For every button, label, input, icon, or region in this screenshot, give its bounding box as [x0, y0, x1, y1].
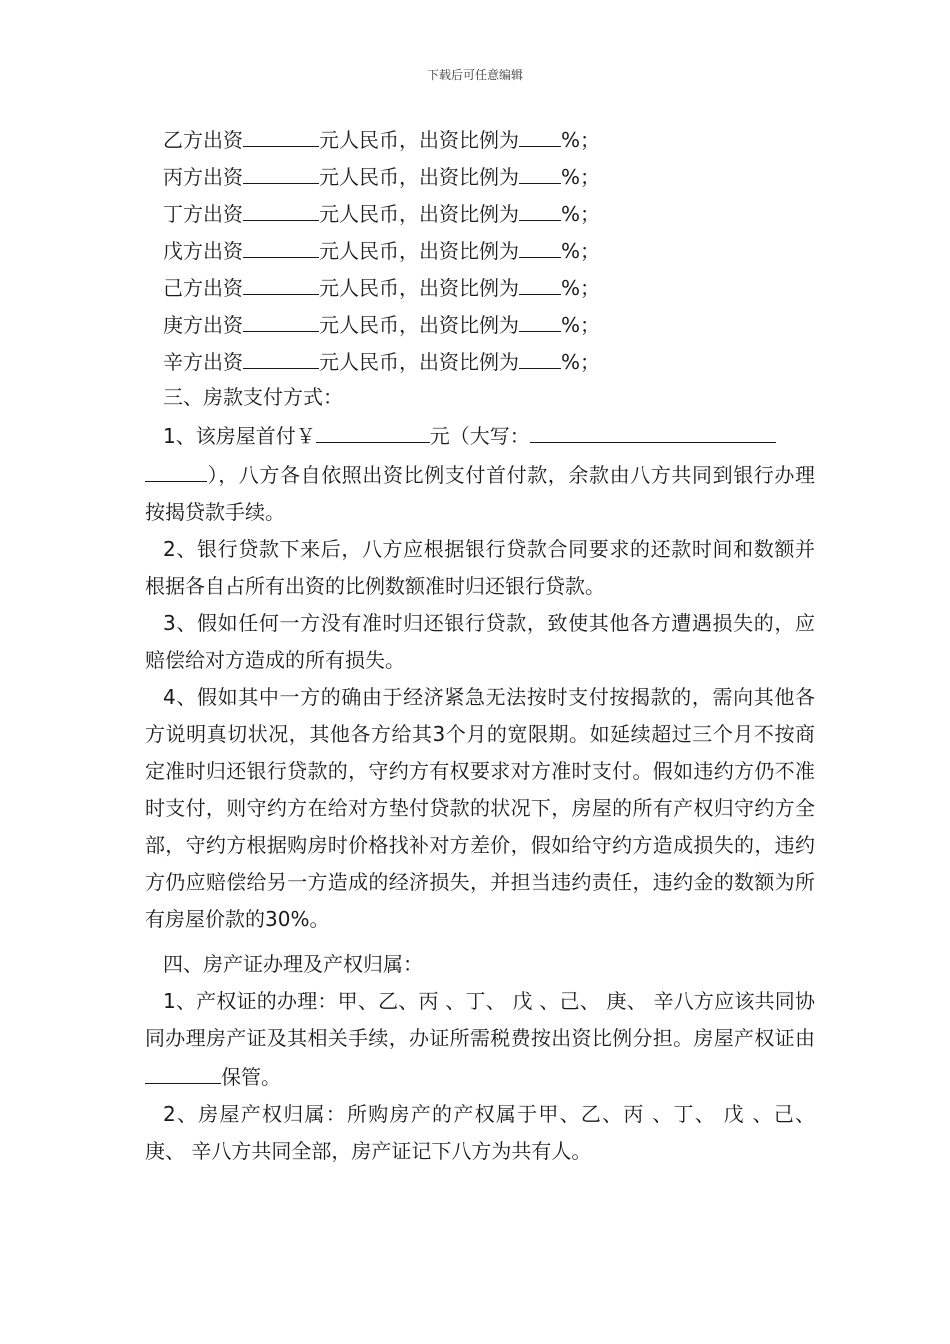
section4-title: 四、房产证办理及产权归属：	[163, 952, 423, 976]
percent-blank[interactable]	[519, 305, 561, 332]
investor-line: 乙方出资 元人民币，出资比例为 %；	[145, 120, 815, 157]
section3-title: 三、房款支付方式：	[163, 385, 343, 409]
amount-blank[interactable]	[243, 157, 319, 184]
down-payment-blank[interactable]	[316, 416, 430, 443]
investor-line: 丙方出资 元人民币，出资比例为 %；	[145, 157, 815, 194]
percent-blank[interactable]	[519, 231, 561, 258]
document-body	[145, 120, 815, 1170]
amount-blank[interactable]	[243, 342, 319, 369]
investor-line: 丁方出资 元人民币，出资比例为 %；	[145, 194, 815, 231]
amount-blank[interactable]	[243, 305, 319, 332]
section4-paragraph-2: 2、房屋产权归属：所购房产的产权属于甲、乙、丙 、丁、 戊 、己、 庚、 辛八方共同全部，房产证记下八方为共有人。	[145, 1102, 815, 1163]
page-header: 下载后可任意编辑	[426, 68, 523, 82]
section3-paragraph-2: 2、银行贷款下来后，八方应根据银行贷款合同要求的还款时间和数额并根据各自占所有出资的比例数额准时归还银行贷款。	[145, 537, 815, 598]
investor-line: 辛方出资 元人民币，出资比例为 %；	[145, 342, 815, 379]
amount-blank[interactable]	[243, 268, 319, 295]
section3-paragraph-3: 3、假如任何一方没有准时归还银行贷款，致使其他各方遭遇损失的，应赔偿给对方造成的所有损失。	[145, 611, 815, 672]
investor-line: 己方出资 元人民币，出资比例为 %；	[145, 268, 815, 305]
section4-paragraph-1: 1、产权证的办理：甲、乙、丙 、丁、 戊 、己、 庚、 辛八方应该共同协同办理房产证及其相关手续，办证所需税费按出资比例分担。房屋产权证由保管。	[145, 989, 815, 1089]
percent-blank[interactable]	[519, 157, 561, 184]
section3-paragraph-4: 4、假如其中一方的确由于经济紧急无法按时支付按揭款的，需向其他各方说明真切状况，其他各方给其3个月的宽限期。如延续超过三个月不按商定准时归还银行贷款的，守约方有权要求对方准时支付。假如违约方仍不准时支付，则守约方在给对方垫付贷款的状况下，房屋的所有产权归守约方全部，守约方根据购房时价格找补对方差价，假如给守约方造成损失的，违约方仍应赔偿给另一方造成的经济损失，并担当违约责任，违约金的数额为所有房屋价款的30%。	[145, 685, 815, 931]
percent-blank[interactable]	[519, 120, 561, 147]
investor-line: 戊方出资 元人民币，出资比例为 %；	[145, 231, 815, 268]
investor-line: 庚方出资 元人民币，出资比例为 %；	[145, 305, 815, 342]
percent-blank[interactable]	[519, 194, 561, 221]
investor-list	[145, 120, 815, 379]
amount-in-words-blank-cont[interactable]	[145, 455, 207, 482]
amount-in-words-blank[interactable]	[530, 416, 776, 443]
custodian-blank[interactable]	[145, 1057, 221, 1084]
percent-blank[interactable]	[519, 342, 561, 369]
percent-blank[interactable]	[519, 268, 561, 295]
section3-paragraph-1: 1、该房屋首付￥ 元（大写： ），八方各自依照出资比例支付首付款，余款由八方共同到银行办理按揭贷款手续。	[145, 416, 815, 531]
amount-blank[interactable]	[243, 231, 319, 258]
amount-blank[interactable]	[243, 120, 319, 147]
amount-blank[interactable]	[243, 194, 319, 221]
